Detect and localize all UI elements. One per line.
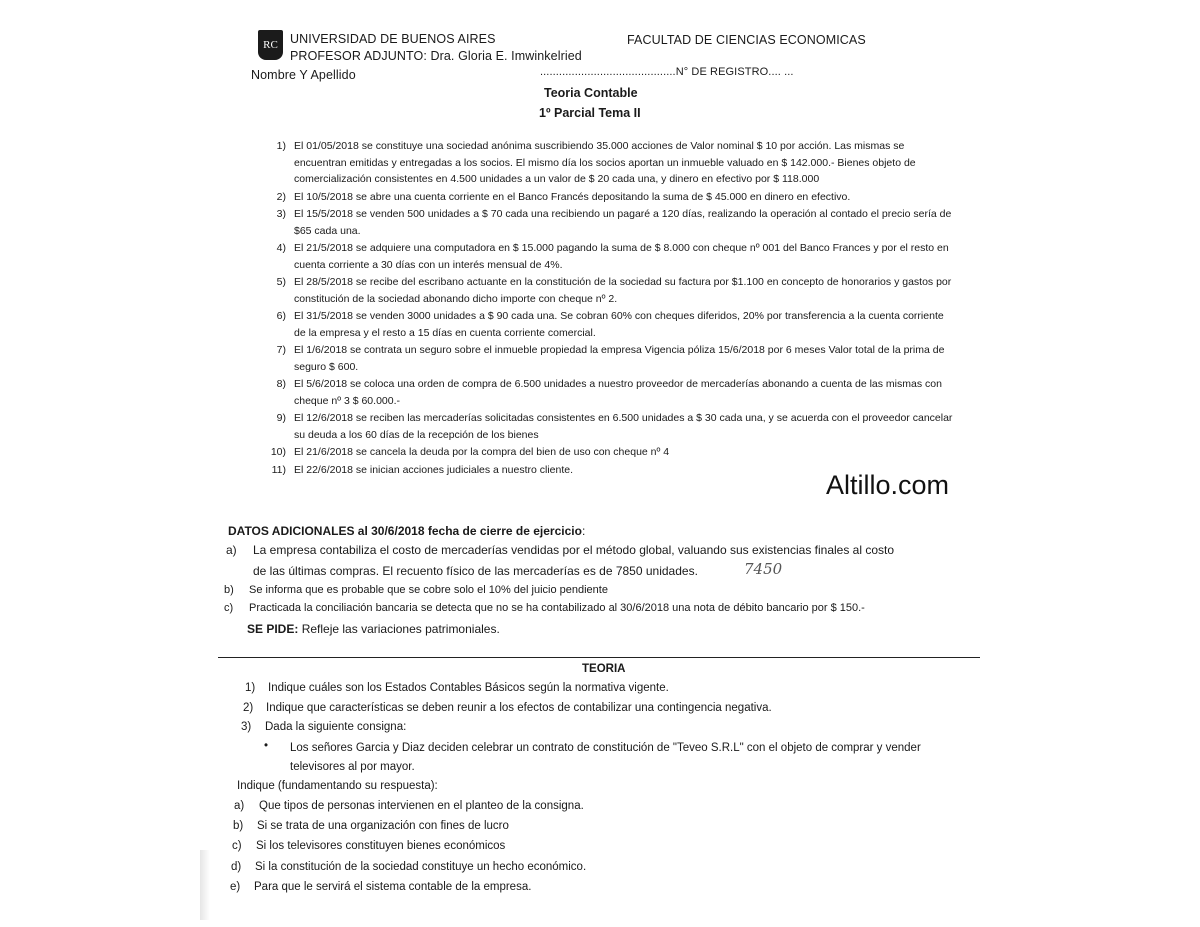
consigna-line1: Los señores Garcia y Diaz deciden celebrar un contrato de constitución de "Teveo S.R.L" con el objeto de comprar y vender — [290, 742, 921, 754]
exercise-number: 1) — [276, 140, 286, 152]
datos-b-label: b) — [224, 584, 234, 596]
handwritten-correction: 7450 — [744, 560, 783, 578]
exercise-number: 2) — [276, 190, 286, 203]
exercise-number: 10) — [270, 446, 286, 458]
teoria-q1: Indique cuáles son los Estados Contables Básicos según la normativa vigente. — [268, 682, 669, 694]
registro-field-label: ...........................................N° DE REGISTRO.... ... — [540, 66, 794, 78]
exercise-number: 3) — [276, 208, 286, 220]
exercise-text: El 31/5/2018 se venden 3000 unidades a $ 90 cada una. Se cobran 60% con cheques diferidos, 20% por transferencia a la cuenta corriente de la empresa y el resto a 15 días en cuenta corriente comercial. — [294, 310, 944, 339]
exercise-text: El 12/6/2018 se reciben las mercaderías solicitadas consistentes en 6.500 unidades a $ 30 cada una, y se acuerda con el proveedor cancelar su deuda a los 60 días de la recepción de los bienes — [294, 412, 953, 441]
sub-question-label: a) — [234, 800, 245, 812]
datos-c-text: Practicada la conciliación bancaria se detecta que no se ha contabilizado al 30/6/2018 una nota de débito bancario por $ 150.- — [249, 602, 865, 614]
teoria-heading: TEORIA — [582, 663, 626, 675]
sub-question-label: c) — [232, 840, 242, 852]
se-pide — [247, 622, 500, 636]
professor-name: PROFESOR ADJUNTO: Dra. Gloria E. Imwinkelried — [290, 49, 582, 63]
name-field-label: Nombre Y Apellido — [251, 68, 356, 82]
exercise-number: 11) — [271, 463, 286, 476]
exercise-number: 5) — [276, 276, 286, 288]
sub-question-text: Si los televisores constituyen bienes económicos — [256, 840, 506, 852]
sub-question-label: e) — [230, 881, 241, 893]
scan-edge-shadow — [200, 850, 210, 920]
exercise-text: El 22/6/2018 se inician acciones judiciales a nuestro cliente. — [294, 463, 574, 476]
datos-c-label: c) — [224, 602, 234, 614]
teoria-q2: Indique que características se deben reunir a los efectos de contabilizar una contingencia negativa. — [266, 702, 772, 714]
exercise-number: 7) — [276, 344, 286, 356]
sub-question-text: Si se trata de una organización con fines de lucro — [257, 820, 509, 832]
exercise-item — [258, 376, 958, 409]
watermark-text: Altillo.com — [826, 470, 950, 500]
datos-a-line2: de las últimas compras. El recuento físico de las mercaderías es de 7850 unidades. — [253, 564, 698, 578]
exercise-list — [258, 138, 958, 479]
exercise-text: El 15/5/2018 se venden 500 unidades a $ 70 cada una recibiendo un pagaré a 120 días, realizando la operación al contado el precio sería de $65 cada una. — [294, 208, 952, 237]
datos-a-line1: La empresa contabiliza el costo de mercaderías vendidas por el método global, valuando sus existencias finales al costo — [253, 543, 895, 557]
exercise-item — [258, 274, 958, 307]
exercise-item — [258, 308, 958, 341]
datos-heading-tail: : — [581, 524, 586, 538]
exercise-item — [258, 410, 958, 443]
exercise-item — [258, 342, 958, 375]
exercise-item — [258, 189, 958, 206]
exam-subtitle: 1º Parcial Tema II — [539, 106, 641, 120]
exercise-item — [258, 206, 958, 239]
exercise-number: 9) — [276, 412, 286, 424]
sub-question-label: b) — [233, 820, 244, 832]
consigna-line2: televisores al por mayor. — [290, 761, 415, 773]
exercise-text: El 21/5/2018 se adquiere una computadora en $ 15.000 pagando la suma de $ 8.000 con cheque nº 001 del Banco Frances y por el resto en cuenta corriente a 30 días con un interés mensual de 4%. — [294, 242, 949, 271]
exercise-text: El 21/6/2018 se cancela la deuda por la compra del bien de uso con cheque nº 4 — [294, 446, 670, 458]
faculty-name: FACULTAD DE CIENCIAS ECONOMICAS — [627, 33, 866, 47]
sub-question-text: Si la constitución de la sociedad constituye un hecho económico. — [255, 861, 587, 873]
bullet-icon: • — [264, 740, 269, 752]
sub-question-label: d) — [231, 861, 242, 873]
exercise-text: El 5/6/2018 se coloca una orden de compra de 6.500 unidades a nuestro proveedor de mercaderías abonando a cuenta de las mismas con cheque nº 3 $ 60.000.- — [294, 378, 942, 407]
se-pide-text: Refleje las variaciones patrimoniales. — [301, 622, 500, 636]
exercise-text: El 1/6/2018 se contrata un seguro sobre el inmueble propiedad la empresa Vigencia póliza 15/6/2018 por 6 meses Valor total de la prima de seguro $ 600. — [294, 344, 945, 373]
exercise-number: 4) — [276, 242, 286, 254]
exercise-item — [258, 444, 958, 461]
se-pide-label: SE PIDE: — [247, 622, 299, 636]
datos-heading — [228, 524, 585, 538]
exam-title: Teoria Contable — [544, 86, 638, 100]
university-logo: RC — [258, 30, 283, 60]
datos-heading-bold: DATOS ADICIONALES al 30/6/2018 fecha de cierre de ejercicio — [228, 524, 582, 538]
datos-a-label: a) — [226, 543, 237, 557]
teoria-q3-number: 3) — [241, 721, 252, 733]
exercise-item — [258, 240, 958, 273]
teoria-q1-number: 1) — [245, 682, 256, 694]
university-name: UNIVERSIDAD DE BUENOS AIRES — [290, 32, 496, 46]
teoria-q3: Dada la siguiente consigna: — [265, 721, 407, 733]
sub-question-text: Que tipos de personas intervienen en el planteo de la consigna. — [259, 800, 584, 812]
exercise-number: 8) — [276, 378, 286, 390]
exercise-text: El 28/5/2018 se recibe del escribano actuante en la constitución de la sociedad su factura por $1.100 en concepto de honorarios y gastos por constitución de la sociedad abonando dicho importe con cheque nº 2. — [294, 276, 952, 305]
sub-question-text: Para que le servirá el sistema contable de la empresa. — [254, 881, 532, 893]
teoria-q2-number: 2) — [243, 702, 254, 714]
datos-b-text: Se informa que es probable que se cobre solo el 10% del juicio pendiente — [249, 584, 608, 596]
exercise-text: El 01/05/2018 se constituye una sociedad anónima suscribiendo 35.000 acciones de Valor nominal $ 10 por acción. Las mismas se encuentran emitidas y entregadas a los socios. El mismo día los socios aportan un inmueble valuado en $ 142.000.- Bienes objeto de comercialización consistentes en 4.500 unidades a un valor de $ 20 cada una, y dinero en efectivo por $ 118.000 — [294, 140, 916, 185]
exercise-item — [258, 138, 958, 188]
section-divider — [218, 657, 980, 658]
indique-label: Indique (fundamentando su respuesta): — [237, 780, 438, 792]
exercise-text: El 10/5/2018 se abre una cuenta corriente en el Banco Francés depositando la suma de $ 45.000 en dinero en efectivo. — [294, 190, 851, 203]
exercise-number: 6) — [276, 310, 286, 322]
